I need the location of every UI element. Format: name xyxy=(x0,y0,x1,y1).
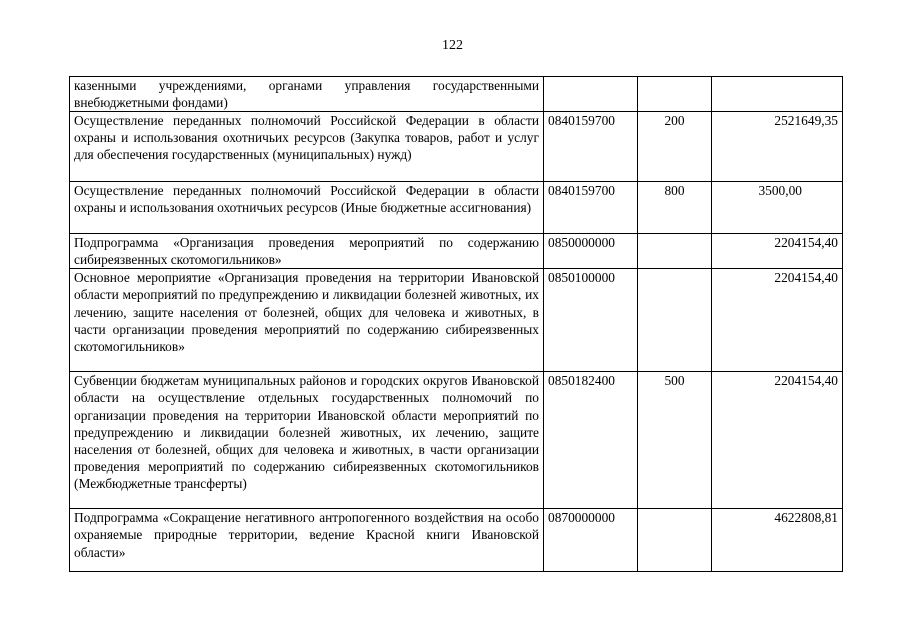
expense-type-code xyxy=(638,269,712,372)
table-row xyxy=(70,509,843,572)
target-article-code: 0850182400 xyxy=(544,372,638,509)
expense-type-code xyxy=(638,509,712,572)
row-description: Осуществление переданных полномочий Российской Федерации в области охраны и использования охотничьих ресурсов (Закупка товаров, работ и услуг для обеспечения государственных (муниципальных) нужд) xyxy=(70,112,544,182)
row-description: Субвенции бюджетам муниципальных районов и городских округов Ивановской области на осуществление отдельных государственных полномочий по организации проведения на территории Ивановской области мероприятий по предупреждению и ликвидации болезней животных, их лечению, защите населения от болезней, общих для человека и животных, в части организации проведения мероприятий по содержанию сибиреязвенных скотомогильников (Межбюджетные трансферты) xyxy=(70,372,544,509)
amount-value: 2204154,40 xyxy=(712,269,843,372)
table-row xyxy=(70,182,843,234)
expense-type-code: 200 xyxy=(638,112,712,182)
amount-value: 4622808,81 xyxy=(712,509,843,572)
table-row xyxy=(70,112,843,182)
expense-type-code xyxy=(638,77,712,112)
table-row xyxy=(70,372,843,509)
amount-value: 2521649,35 xyxy=(712,112,843,182)
amount-value: 3500,00 xyxy=(712,182,843,234)
amount-value: 2204154,40 xyxy=(712,372,843,509)
table-row xyxy=(70,269,843,372)
target-article-code: 0870000000 xyxy=(544,509,638,572)
amount-value xyxy=(712,77,843,112)
table-row xyxy=(70,234,843,269)
target-article-code: 0850100000 xyxy=(544,269,638,372)
row-description: Подпрограмма «Организация проведения мероприятий по содержанию сибиреязвенных скотомогильников» xyxy=(70,234,544,269)
target-article-code: 0850000000 xyxy=(544,234,638,269)
target-article-code: 0840159700 xyxy=(544,112,638,182)
row-description: Основное мероприятие «Организация проведения на территории Ивановской области мероприятий по предупреждению и ликвидации болезней животных, их лечению, защите населения от болезней, общих для человека и животных, в части организации проведения мероприятий по содержанию сибиреязвенных скотомогильников» xyxy=(70,269,544,372)
table-row xyxy=(70,77,843,112)
budget-table xyxy=(69,76,843,572)
amount-value: 2204154,40 xyxy=(712,234,843,269)
target-article-code: 0840159700 xyxy=(544,182,638,234)
row-description: Подпрограмма «Сокращение негативного антропогенного воздействия на особо охраняемые природные территории, ведение Красной книги Ивановской области» xyxy=(70,509,544,572)
expense-type-code: 800 xyxy=(638,182,712,234)
expense-type-code xyxy=(638,234,712,269)
row-description: Осуществление переданных полномочий Российской Федерации в области охраны и использования охотничьих ресурсов (Иные бюджетные ассигнования) xyxy=(70,182,544,234)
target-article-code xyxy=(544,77,638,112)
page-number: 122 xyxy=(442,38,463,53)
row-description: казенными учреждениями, органами управления государственными внебюджетными фондами) xyxy=(70,77,544,112)
expense-type-code: 500 xyxy=(638,372,712,509)
